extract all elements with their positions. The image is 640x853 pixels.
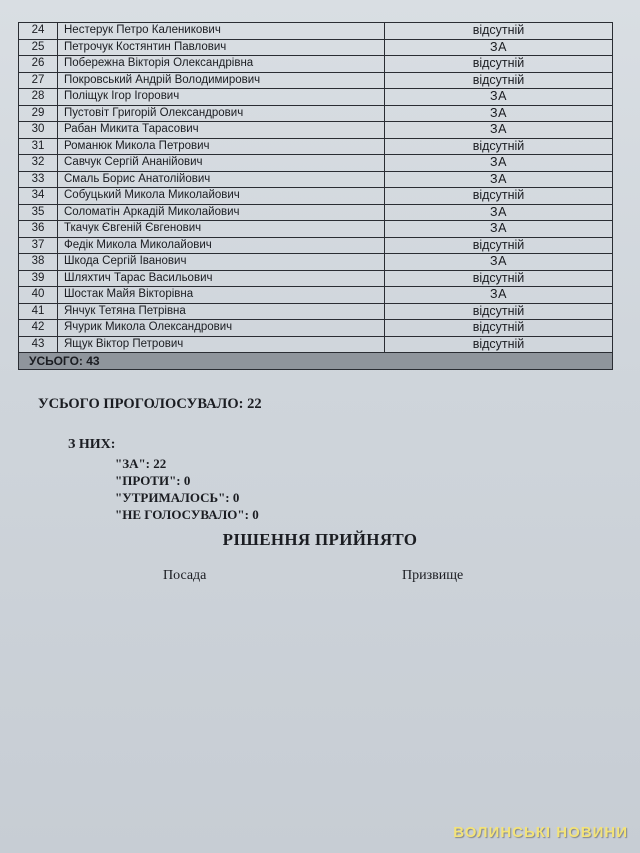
table-row xyxy=(19,320,613,337)
table-row xyxy=(19,39,613,56)
row-number: 26 xyxy=(19,56,58,73)
table-row xyxy=(19,287,613,304)
table-row xyxy=(19,23,613,40)
member-name: Янчук Тетяна Петрівна xyxy=(58,303,385,320)
member-name: Побережна Вікторія Олександрівна xyxy=(58,56,385,73)
vote-value: ЗА xyxy=(385,89,613,106)
of-them-heading: З НИХ: xyxy=(68,437,116,452)
vote-value: ЗА xyxy=(385,39,613,56)
member-name: Шляхтич Тарас Васильович xyxy=(58,270,385,287)
vote-value: відсутній xyxy=(385,188,613,205)
member-name: Нестерук Петро Каленикович xyxy=(58,23,385,40)
row-number: 31 xyxy=(19,138,58,155)
vote-value: ЗА xyxy=(385,254,613,271)
table-row xyxy=(19,155,613,172)
member-name: Шкода Сергій Іванович xyxy=(58,254,385,271)
row-number: 28 xyxy=(19,89,58,106)
row-number: 37 xyxy=(19,237,58,254)
member-name: Соломатін Аркадій Миколайович xyxy=(58,204,385,221)
member-name: Федік Микола Миколайович xyxy=(58,237,385,254)
member-name: Петрочук Костянтин Павлович xyxy=(58,39,385,56)
table-row xyxy=(19,56,613,73)
table-row xyxy=(19,89,613,106)
table-row xyxy=(19,303,613,320)
vote-value: відсутній xyxy=(385,237,613,254)
surname-label: Призвище xyxy=(402,568,464,583)
table-row xyxy=(19,221,613,238)
table-row xyxy=(19,237,613,254)
row-number: 24 xyxy=(19,23,58,40)
row-number: 30 xyxy=(19,122,58,139)
row-number: 39 xyxy=(19,270,58,287)
table-row xyxy=(19,336,613,353)
row-number: 25 xyxy=(19,39,58,56)
vote-value: відсутній xyxy=(385,138,613,155)
vote-breakdown xyxy=(115,455,259,523)
vote-value: відсутній xyxy=(385,72,613,89)
vote-value: ЗА xyxy=(385,122,613,139)
row-number: 27 xyxy=(19,72,58,89)
table-row xyxy=(19,254,613,271)
vote-value: відсутній xyxy=(385,303,613,320)
table-row xyxy=(19,270,613,287)
vote-value: відсутній xyxy=(385,270,613,287)
vote-value: відсутній xyxy=(385,23,613,40)
vote-value: ЗА xyxy=(385,221,613,238)
member-name: Шостак Майя Вікторівна xyxy=(58,287,385,304)
vote-value: відсутній xyxy=(385,336,613,353)
row-number: 34 xyxy=(19,188,58,205)
vote-value: ЗА xyxy=(385,287,613,304)
row-number: 29 xyxy=(19,105,58,122)
row-number: 38 xyxy=(19,254,58,271)
vote-results-table xyxy=(18,22,613,370)
row-number: 32 xyxy=(19,155,58,172)
member-name: Рабан Микита Тарасович xyxy=(58,122,385,139)
row-number: 40 xyxy=(19,287,58,304)
vote-value: ЗА xyxy=(385,155,613,172)
votes-against: "ПРОТИ": 0 xyxy=(115,473,191,488)
vote-value: ЗА xyxy=(385,204,613,221)
table-row xyxy=(19,188,613,205)
total-row xyxy=(19,353,613,370)
member-name: Ящук Віктор Петрович xyxy=(58,336,385,353)
row-number: 43 xyxy=(19,336,58,353)
vote-rows xyxy=(19,23,613,353)
table-row xyxy=(19,105,613,122)
table-row xyxy=(19,72,613,89)
member-name: Собуцький Микола Миколайович xyxy=(58,188,385,205)
decision-title: РІШЕННЯ ПРИЙНЯТО xyxy=(222,530,418,549)
member-name: Романюк Микола Петрович xyxy=(58,138,385,155)
member-name: Ячурик Микола Олександрович xyxy=(58,320,385,337)
row-number: 36 xyxy=(19,221,58,238)
vote-value: ЗА xyxy=(385,105,613,122)
vote-value: відсутній xyxy=(385,56,613,73)
member-name: Смаль Борис Анатолійович xyxy=(58,171,385,188)
vote-value: відсутній xyxy=(385,320,613,337)
votes-abstained: "УТРИМАЛОСЬ": 0 xyxy=(115,490,240,505)
member-name: Покровський Андрій Володимирович xyxy=(58,72,385,89)
vote-value: ЗА xyxy=(385,171,613,188)
row-number: 35 xyxy=(19,204,58,221)
votes-not-voted: "НЕ ГОЛОСУВАЛО": 0 xyxy=(115,507,259,522)
total-voted: УСЬОГО ПРОГОЛОСУВАЛО: 22 xyxy=(38,396,262,412)
member-name: Пустовіт Григорій Олександрович xyxy=(58,105,385,122)
table-row xyxy=(19,204,613,221)
member-name: Поліщук Ігор Ігорович xyxy=(58,89,385,106)
member-name: Савчук Сергій Ананійович xyxy=(58,155,385,172)
table-row xyxy=(19,171,613,188)
row-number: 41 xyxy=(19,303,58,320)
row-number: 42 xyxy=(19,320,58,337)
votes-for: "ЗА": 22 xyxy=(115,456,167,471)
total-count: УСЬОГО: 43 xyxy=(19,353,613,370)
row-number: 33 xyxy=(19,171,58,188)
table-row xyxy=(19,122,613,139)
watermark-logo: ВОЛИНСЬКІ НОВИНИ xyxy=(453,824,628,841)
position-label: Посада xyxy=(163,568,207,583)
table-row xyxy=(19,138,613,155)
member-name: Ткачук Євгеній Євгенович xyxy=(58,221,385,238)
